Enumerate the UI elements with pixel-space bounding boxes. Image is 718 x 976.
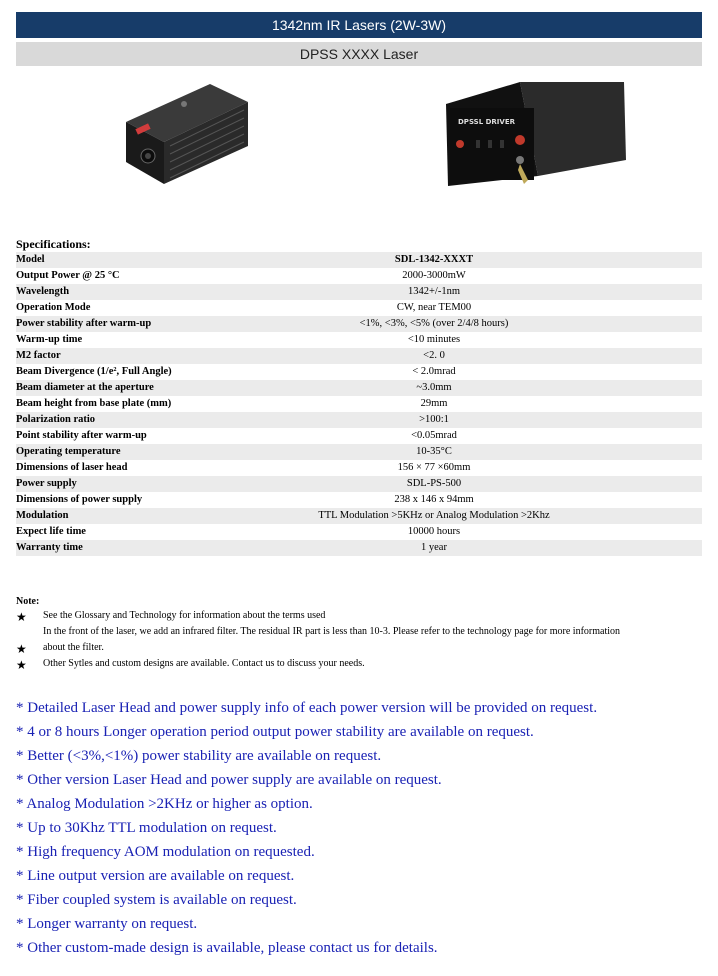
table-row (16, 332, 702, 348)
spec-value: 1342+/-1nm (256, 284, 702, 300)
specifications-table (16, 252, 702, 556)
spec-value: CW, near TEM00 (256, 300, 702, 316)
request-item: * Longer warranty on request. (16, 916, 198, 932)
spec-value: SDL-PS-500 (256, 476, 702, 492)
svg-text:DPSSL DRIVER: DPSSL DRIVER (458, 118, 516, 126)
table-row (16, 540, 702, 556)
table-row (16, 284, 702, 300)
note-1: See the Glossary and Technology for information about the terms used (43, 610, 326, 621)
spec-value: 10-35°C (256, 444, 702, 460)
table-row (16, 476, 702, 492)
spec-label: Modulation (16, 508, 256, 524)
spec-label: Operating temperature (16, 444, 256, 460)
table-row (16, 444, 702, 460)
spec-label: M2 factor (16, 348, 256, 364)
request-item: * Line output version are available on request. (16, 868, 295, 884)
specifications-title: Specifications: (16, 237, 91, 251)
table-row (16, 300, 702, 316)
spec-value: 29mm (256, 396, 702, 412)
model-label: Model (16, 252, 256, 268)
request-item: * High frequency AOM modulation on requested. (16, 844, 315, 860)
note-2-continued: about the filter. (43, 642, 104, 653)
glossary-link[interactable]: Glossary (74, 610, 111, 621)
spec-label: Beam Divergence (1/e², Full Angle) (16, 364, 256, 380)
request-item: * Other version Laser Head and power supply are available on request. (16, 772, 442, 788)
spec-label: Polarization ratio (16, 412, 256, 428)
request-item: * Up to 30Khz TTL modulation on request. (16, 820, 277, 836)
note-star-1: ★ (16, 610, 27, 624)
table-row (16, 348, 702, 364)
table-header-row (16, 252, 702, 268)
spec-value: <0.05mrad (256, 428, 702, 444)
table-row (16, 268, 702, 284)
spec-label: Power stability after warm-up (16, 316, 256, 332)
table-row (16, 508, 702, 524)
table-row (16, 492, 702, 508)
driver-image (428, 80, 628, 202)
spec-value: <2. 0 (256, 348, 702, 364)
spec-label: Dimensions of power supply (16, 492, 256, 508)
request-item: * Fiber coupled system is available on request. (16, 892, 297, 908)
spec-value: 2000-3000mW (256, 268, 702, 284)
spec-label: Operation Mode (16, 300, 256, 316)
spec-value: 10000 hours (256, 524, 702, 540)
spec-label: Point stability after warm-up (16, 428, 256, 444)
request-item: * Other custom-made design is available, please contact us for details. (16, 940, 438, 956)
request-item: * Better (<3%,<1%) power stability are available on request. (16, 748, 382, 764)
note-3: Other Sytles and custom designs are available. Contact us to discuss your needs. (43, 658, 365, 669)
request-item: * Analog Modulation >2KHz or higher as option. (16, 796, 313, 812)
table-row (16, 460, 702, 476)
spec-value: ~3.0mm (256, 380, 702, 396)
note-star-2: ★ (16, 642, 27, 656)
spec-value: <1%, <3%, <5% (over 2/4/8 hours) (256, 316, 702, 332)
spec-label: Warranty time (16, 540, 256, 556)
technology-link[interactable]: Technology (129, 610, 177, 621)
note-2: In the front of the laser, we add an infrared filter. The residual IR part is less than 10-3. Please refer to the technology page for more information (43, 626, 621, 637)
request-item: * Detailed Laser Head and power supply info of each power version will be provided on request. (16, 700, 598, 716)
spec-label: Beam diameter at the aperture (16, 380, 256, 396)
spec-label: Power supply (16, 476, 256, 492)
page-subtitle: DPSS XXXX Laser (16, 42, 702, 66)
request-item: * 4 or 8 hours Longer operation period output power stability are available on request. (16, 724, 534, 740)
technology-page-link[interactable]: the technology page (452, 626, 534, 637)
note-star-3: ★ (16, 658, 27, 672)
note-title: Note: (16, 596, 40, 607)
page-title: 1342nm IR Lasers (2W-3W) (16, 12, 702, 38)
table-row (16, 396, 702, 412)
table-row (16, 524, 702, 540)
table-row (16, 380, 702, 396)
spec-label: Wavelength (16, 284, 256, 300)
spec-value: < 2.0mrad (256, 364, 702, 380)
spec-label: Beam height from base plate (mm) (16, 396, 256, 412)
laser-head-image (118, 74, 254, 196)
table-row (16, 412, 702, 428)
table-row (16, 364, 702, 380)
model-value: SDL-1342-XXXT (256, 252, 702, 268)
spec-label: Output Power @ 25 °C (16, 268, 256, 284)
spec-value: <10 minutes (256, 332, 702, 348)
spec-label: Dimensions of laser head (16, 460, 256, 476)
table-row (16, 428, 702, 444)
table-row (16, 316, 702, 332)
spec-value: 156 × 77 ×60mm (256, 460, 702, 476)
spec-value: >100:1 (256, 412, 702, 428)
spec-label: Warm-up time (16, 332, 256, 348)
spec-value: 1 year (256, 540, 702, 556)
spec-value: TTL Modulation >5KHz or Analog Modulation >2Khz (256, 508, 702, 524)
spec-label: Expect life time (16, 524, 256, 540)
spec-value: 238 x 146 x 94mm (256, 492, 702, 508)
